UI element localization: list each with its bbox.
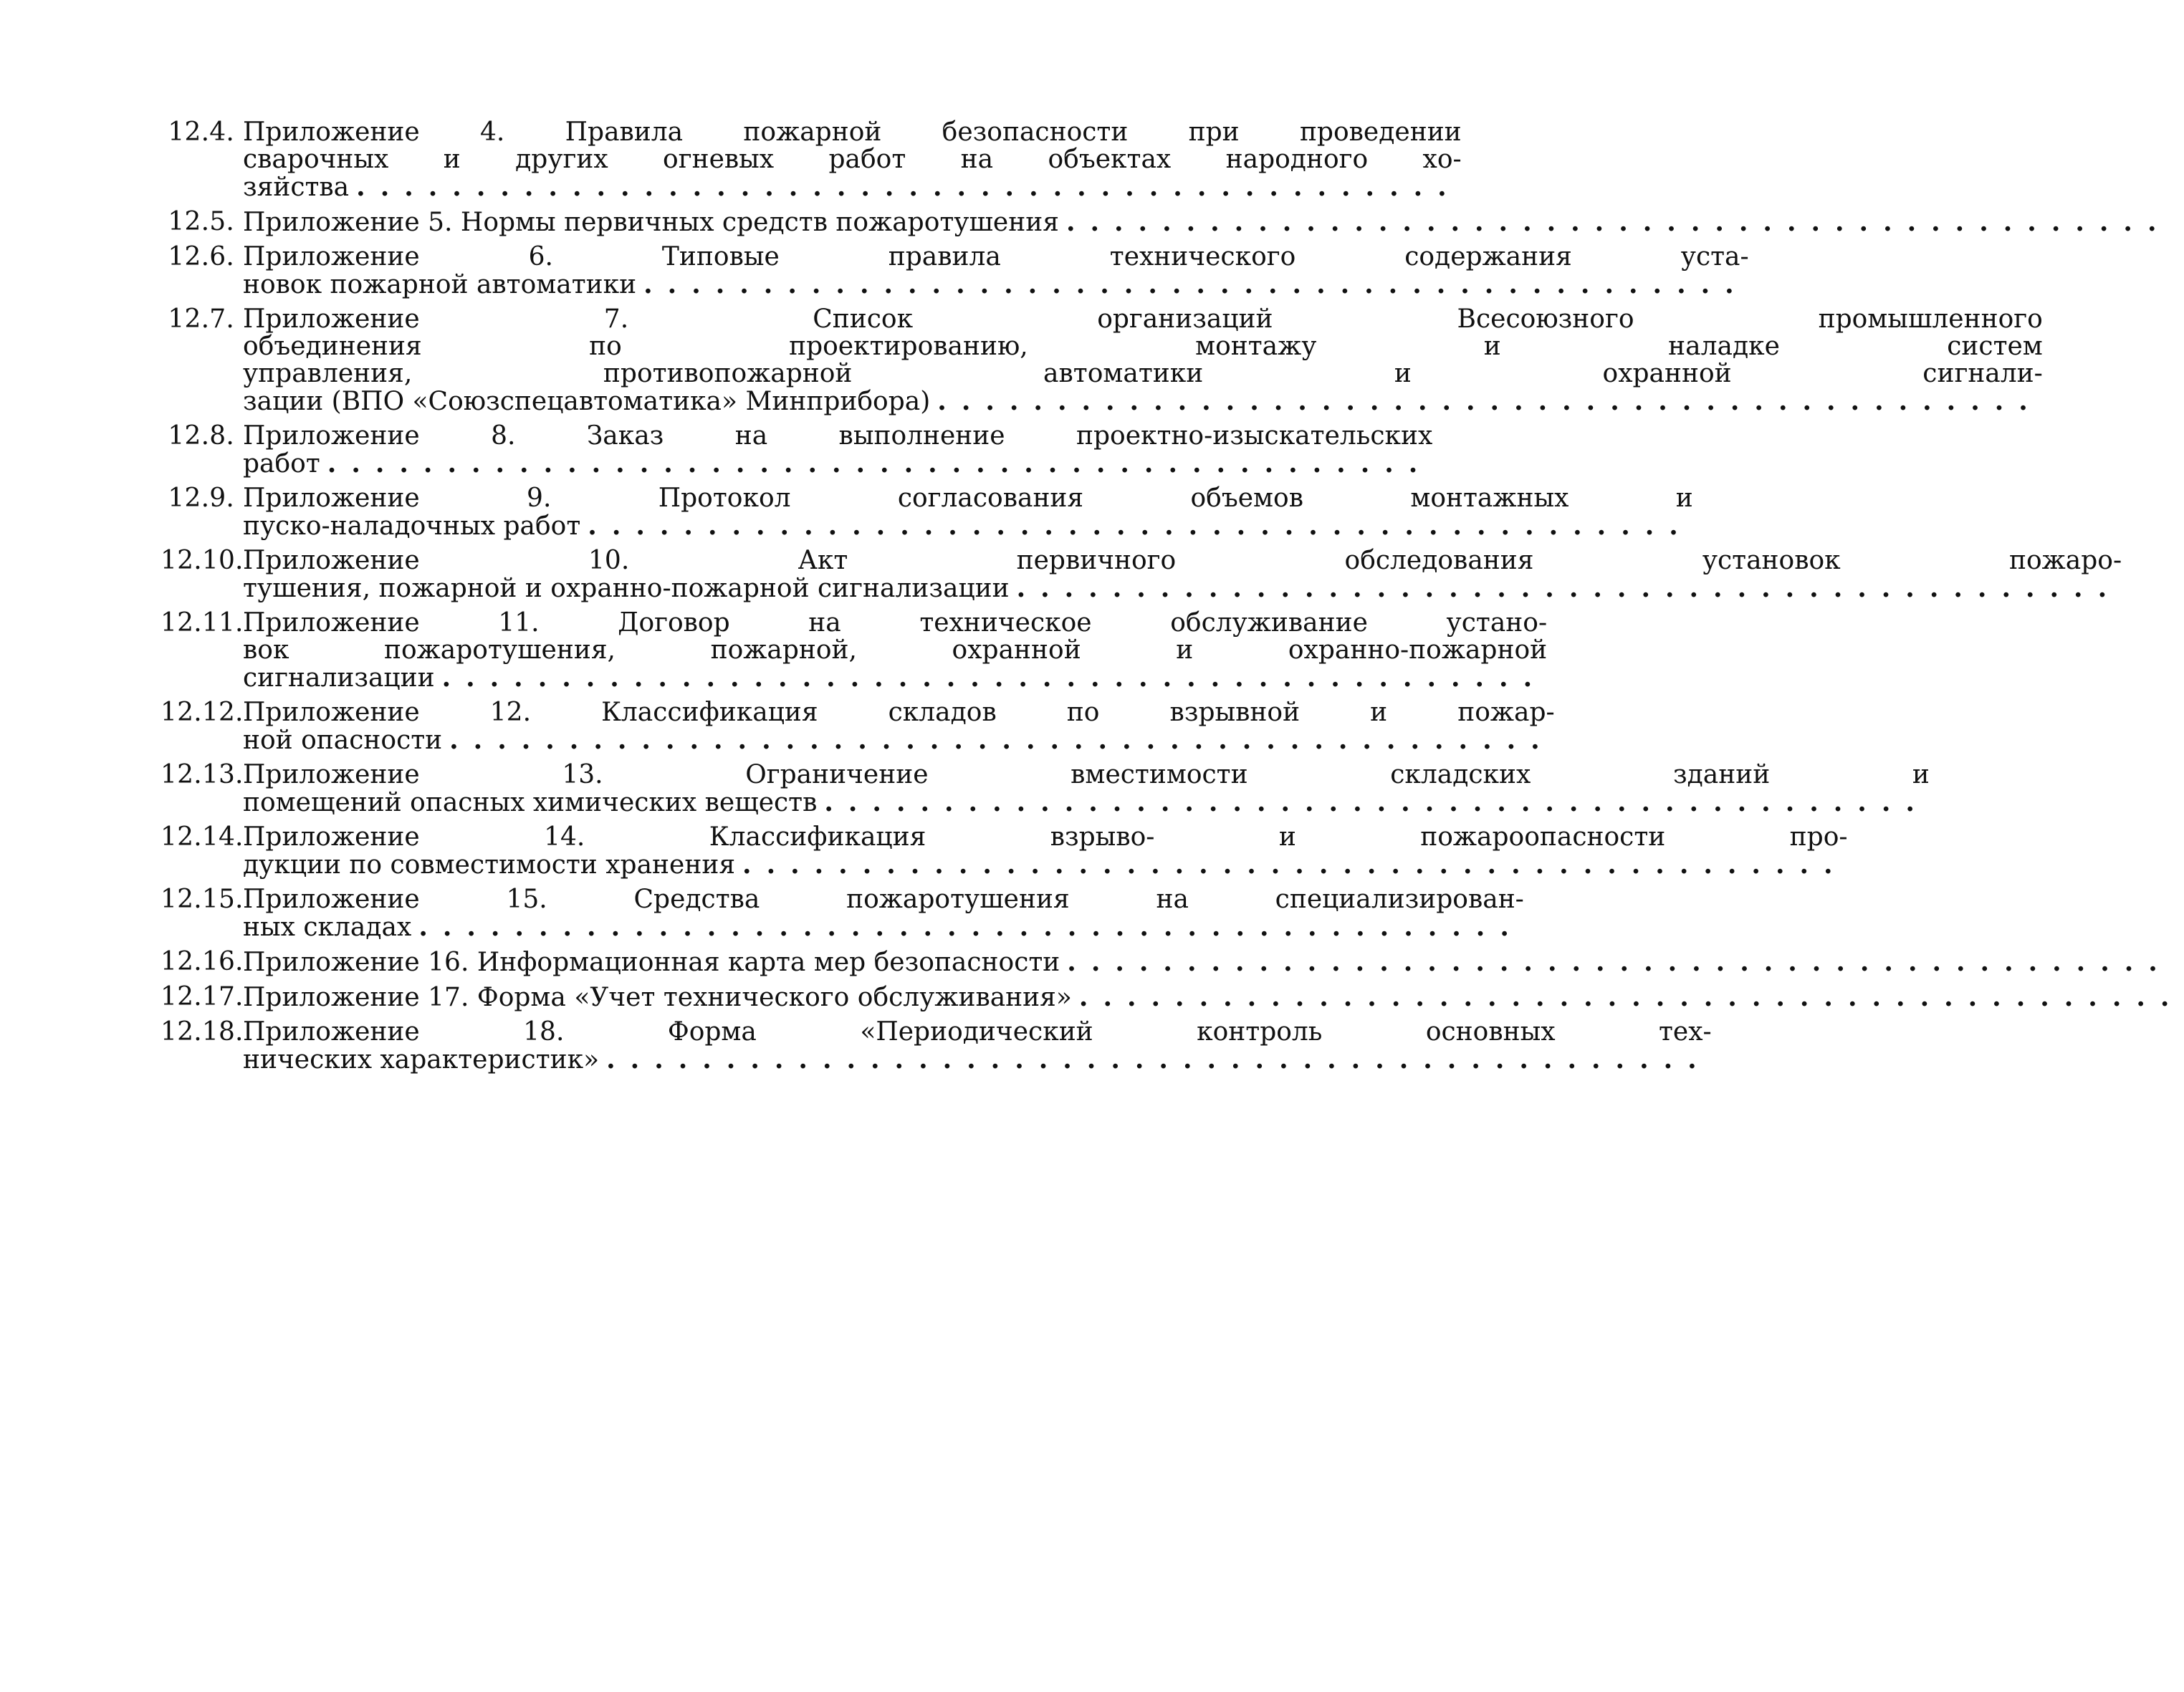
dot-leader: .............................................. xyxy=(1016,573,2122,603)
toc-entry-line: работ xyxy=(243,449,320,479)
toc-entry-line: Приложение 4. Правила пожарной безопасности при проведении xyxy=(243,117,1462,147)
toc-entry-number: 12.18. xyxy=(161,1017,244,1047)
toc-entry xyxy=(161,760,1930,817)
toc-entry-title xyxy=(243,423,1432,478)
toc-entry-line: зяйства xyxy=(243,173,350,202)
toc-entry-title xyxy=(243,208,2171,236)
toc-entry xyxy=(161,1017,1712,1075)
toc-entry-line: зации (ВПО «Союзспецавтоматика» Минприбора) xyxy=(243,387,931,416)
toc-entry xyxy=(161,947,2173,977)
toc-entry-number: 12.7. xyxy=(168,304,234,334)
toc-entry-title xyxy=(243,610,1547,692)
dot-leader: .............................................. xyxy=(742,850,1848,880)
toc-entry xyxy=(161,885,1524,942)
toc-entry xyxy=(161,982,2184,1012)
toc-entry-number: 12.10. xyxy=(161,546,244,575)
toc-entry-line: дукции по совместимости хранения xyxy=(243,850,736,880)
dot-leader: .............................................. xyxy=(1065,207,2172,237)
dot-leader: .............................................. xyxy=(418,912,1524,942)
toc-entry-line: сварочных и других огневых работ на объектах народного хо- xyxy=(243,145,1462,174)
toc-entry-number: 12.9. xyxy=(168,484,234,513)
dot-leader: .............................................. xyxy=(588,511,1693,541)
toc-entry-line: пуско-наладочных работ xyxy=(243,511,581,541)
toc-entry-line: Приложение 15. Средства пожаротушения на специализирован- xyxy=(243,885,1524,914)
toc-entry-number: 12.6. xyxy=(168,242,234,271)
toc-entry-number: 12.12. xyxy=(161,698,244,727)
toc-entry-line: Приложение 11. Договор на техническое обслуживание устано- xyxy=(243,608,1548,638)
toc-entry xyxy=(161,207,2172,237)
toc-entry-line: Приложение 10. Акт первичного обследования установок пожаро- xyxy=(243,546,2122,575)
toc-entry-number: 12.15. xyxy=(161,885,244,914)
toc-entry-line: Приложение 6. Типовые правила технического содержания уста- xyxy=(243,242,1749,271)
toc-entry-line: Приложение 17. Форма «Учет технического обслуживания» xyxy=(243,983,1072,1012)
toc-entry-title xyxy=(243,824,1848,879)
toc-entry-line: Приложение 9. Протокол согласования объемов монтажных и xyxy=(243,484,1693,513)
dot-leader: .............................................. xyxy=(1078,982,2184,1012)
toc-entry-line: сигнализации xyxy=(243,663,435,693)
toc-entry-line: Приложение 16. Информационная карта мер безопасности xyxy=(243,948,1060,977)
toc-entry-title xyxy=(243,306,2043,415)
dot-leader: .............................................. xyxy=(356,172,1462,202)
toc-entry-number: 12.4. xyxy=(168,117,234,147)
toc-entry-title xyxy=(243,244,1749,299)
toc-entry-line: Приложение 5. Нормы первичных средств пожаротушения xyxy=(243,208,1059,237)
toc-entry-line: Приложение 7. Список организаций Всесоюзного промышленного xyxy=(243,304,2043,334)
toc-entry-number: 12.16. xyxy=(161,947,244,976)
dot-leader: .............................................. xyxy=(1067,947,2173,977)
dot-leader: .............................................. xyxy=(643,269,1749,299)
toc-entry-title xyxy=(243,948,2173,976)
toc-entry-number: 12.8. xyxy=(168,421,234,451)
toc-entry-title xyxy=(243,1019,1712,1074)
toc-entry xyxy=(161,117,1462,202)
toc-entry-line: Приложение 18. Форма «Периодический контроль основных тех- xyxy=(243,1017,1712,1047)
toc-entry-title xyxy=(243,984,2184,1011)
toc-entry xyxy=(161,421,1433,479)
toc-entry-number: 12.5. xyxy=(168,207,234,236)
toc-entry-line: тушения, пожарной и охранно-пожарной сигнализации xyxy=(243,574,1010,603)
toc-entry-line: помещений опасных химических веществ xyxy=(243,788,818,817)
toc-entry xyxy=(161,304,2043,416)
toc-entry-number: 12.13. xyxy=(161,760,244,789)
toc-entry xyxy=(161,822,1848,880)
toc-entry-number: 12.11. xyxy=(161,608,244,638)
toc-entry-line: ных складах xyxy=(243,913,412,942)
dot-leader: .............................................. xyxy=(937,386,2043,416)
toc-entry-line: Приложение 14. Классификация взрыво- и пожароопасности про- xyxy=(243,822,1848,852)
toc-entry-title xyxy=(243,886,1524,941)
dot-leader: .............................................. xyxy=(824,787,1930,817)
toc-entry-number: 12.17. xyxy=(161,982,244,1011)
toc-entry xyxy=(161,546,2122,603)
toc-entry-line: нических характеристик» xyxy=(243,1045,600,1075)
toc-entry xyxy=(161,608,1548,693)
toc-entry-line: Приложение 13. Ограничение вместимости складских зданий и xyxy=(243,760,1930,789)
dot-leader: .............................................. xyxy=(327,448,1433,479)
toc-entry-title xyxy=(243,485,1693,540)
toc-entry-line: управления, противопожарной автоматики и охранной сигнали- xyxy=(243,359,2043,388)
toc-entry-line: Приложение 8. Заказ на выполнение проектно-изыскательских xyxy=(243,421,1433,451)
toc-entry-title xyxy=(243,119,1462,201)
toc-entry-title xyxy=(243,699,1555,754)
toc-entry-line: Приложение 12. Классификация складов по взрывной и пожар- xyxy=(243,698,1555,727)
toc-entry-line: объединения по проектированию, монтажу и наладке систем xyxy=(243,332,2043,361)
toc-entry-line: новок пожарной автоматики xyxy=(243,270,637,299)
toc-entry-line: ной опасности xyxy=(243,726,443,755)
toc-entry xyxy=(161,484,1693,541)
dot-leader: .............................................. xyxy=(449,725,1555,755)
dot-leader: .............................................. xyxy=(441,663,1548,693)
toc-entry-number: 12.14. xyxy=(161,822,244,852)
toc-entry-title xyxy=(243,547,2122,602)
toc-entry xyxy=(161,698,1555,755)
dot-leader: .............................................. xyxy=(606,1044,1712,1075)
toc-entry-title xyxy=(243,761,1930,817)
toc-entry xyxy=(161,242,1749,299)
toc-entry-line: вок пожаротушения, пожарной, охранной и охранно-пожарной xyxy=(243,635,1548,665)
table-of-contents xyxy=(161,117,2184,1081)
